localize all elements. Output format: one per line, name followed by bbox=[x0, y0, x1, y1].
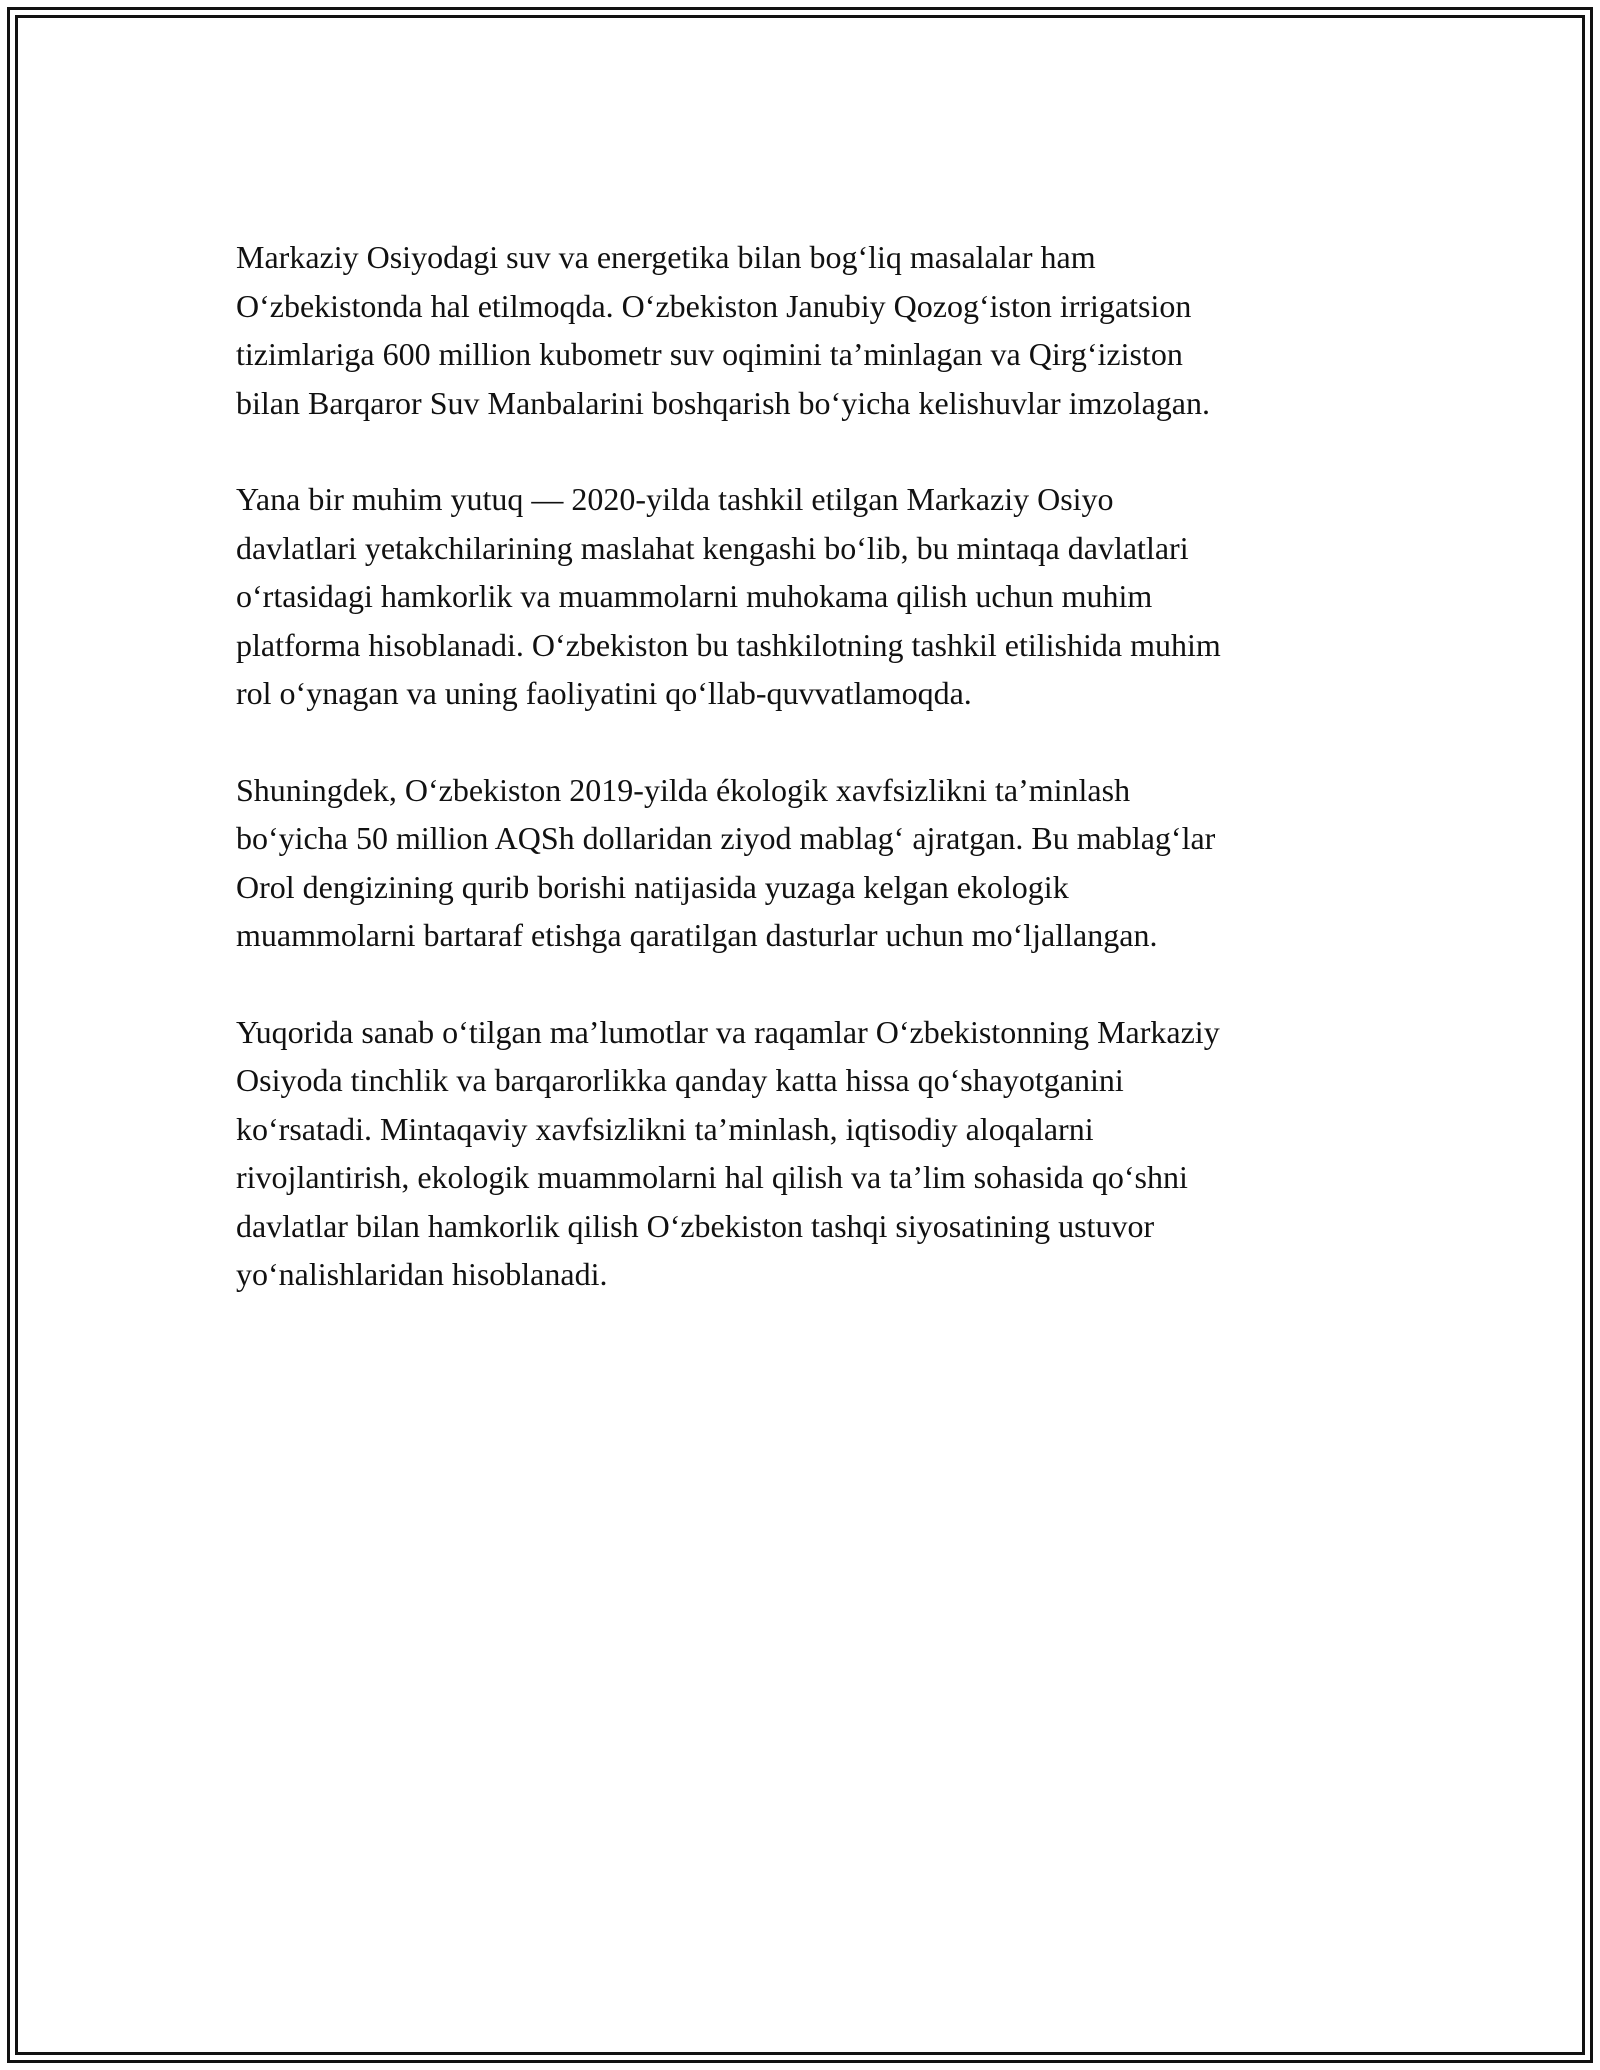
paragraph-water-energy: Markaziy Osiyodagi suv va energetika bilan bog‘liq masalalar ham O‘zbekistonda hal etilmoqda. O‘zbekiston Janubiy Qozog‘iston irrigatsion tizimlariga 600 million kubometr suv oqimini ta’minlagan va Qirg‘iziston bilan Barqaror Suv Manbalarini boshqarish bo‘yicha kelishuvlar imzolagan. bbox=[236, 239, 1210, 421]
document-body bbox=[236, 233, 1376, 1347]
paragraph-ecological-funding: Shuningdek, O‘zbekiston 2019-yilda ékologik xavfsizlikni ta’minlash bo‘yicha 50 million AQSh dollaridan ziyod mablag‘ ajratgan. Bu mablag‘lar Orol dengizining qurib borishi natijasida yuzaga kelgan ekologik muammolarni bartaraf etishga qaratilgan dasturlar uchun mo‘ljallangan. bbox=[236, 771, 1216, 953]
paragraph-consultative-council: Yana bir muhim yutuq — 2020-yilda tashkil etilgan Markaziy Osiyo davlatlari yetakchilarining maslahat kengashi bo‘lib, bu mintaqa davlatlari o‘rtasidagi hamkorlik va muammolarni muhokama qilish uchun muhim platforma hisoblanadi. O‘zbekiston bu tashkilotning tashkil etilishida muhim rol o‘ynagan va uning faoliyatini qo‘llab-quvvatlamoqda. bbox=[236, 481, 1221, 711]
paragraph-conclusion: Yuqorida sanab o‘tilgan ma’lumotlar va raqamlar O‘zbekistonning Markaziy Osiyoda tinchlik va barqarorlikka qanday katta hissa qo‘shayotganini ko‘rsatadi. Mintaqaviy xavfsizlikni ta’minlash, iqtisodiy aloqalarni rivojlantirish, ekologik muammolarni hal qilish va ta’lim sohasida qo‘shni davlatlar bilan hamkorlik qilish O‘zbekiston tashqi siyosatining ustuvor yo‘nalishlaridan hisoblanadi. bbox=[236, 1013, 1220, 1292]
